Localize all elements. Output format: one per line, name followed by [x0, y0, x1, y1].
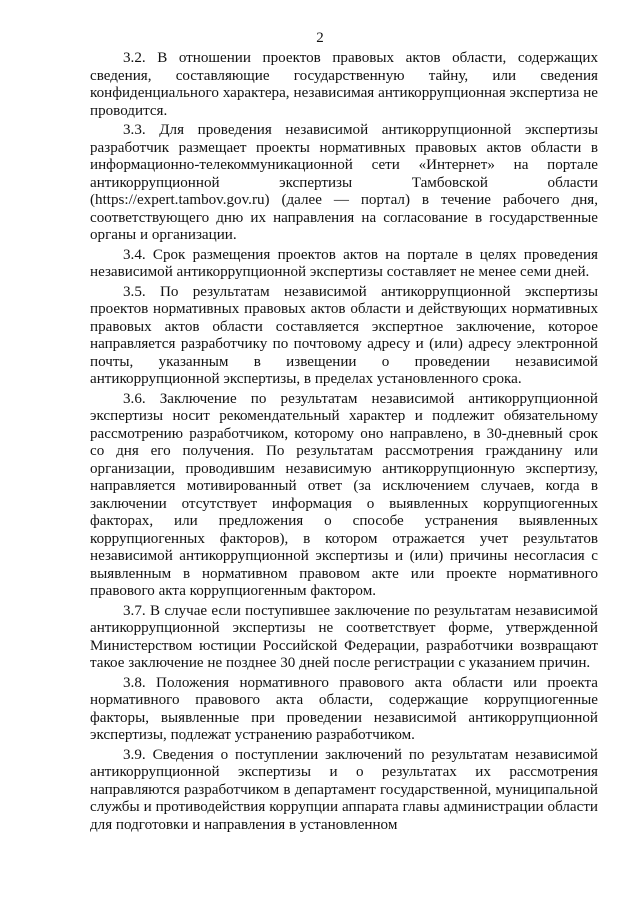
- paragraph-3-8: 3.8. Положения нормативного правового акта области или проекта нормативного правового акта области, содержащие коррупциогенные факторы, выявленные при проведении независимой антикоррупционной экспертизы, подлежат устранению разработчиком.: [90, 674, 598, 743]
- paragraph-3-6: 3.6. Заключение по результатам независимой антикоррупционной экспертизы носит рекомендательный характер и подлежит обязательному рассмотрению разработчиком, которому оно направлено, в 30-дневный срок со дня его получения. По результатам рассмотрения гражданину или организации, проводившим независимую антикоррупционную экспертизу, направляется мотивированный ответ (за исключением случаев, когда в заключении отсутствует информация о выявленных коррупциогенных факторах, или предложения о способе устранения выявленных коррупциогенных факторов), в котором отражается учет результатов независимой антикоррупционной экспертизы и (или) причины несогласия с выявленным в нормативном правовом акте или проекте нормативного правового акта коррупциогенным фактором.: [90, 390, 598, 599]
- paragraph-3-4: 3.4. Срок размещения проектов актов на портале в целях проведения независимой антикоррупционной экспертизы составляет не менее семи дней.: [90, 246, 598, 280]
- document-body: [90, 50, 598, 836]
- paragraph-3-2: 3.2. В отношении проектов правовых актов области, содержащих сведения, составляющие государственную тайну, или сведения конфиденциального характера, независимая антикоррупционная экспертиза не проводится.: [90, 50, 598, 119]
- paragraph-3-7: 3.7. В случае если поступившее заключение по результатам независимой антикоррупционной экспертизы не соответствует форме, утвержденной Министерством юстиции Российской Федерации, разработчики возвращают такое заключение не позднее 30 дней после регистрации с указанием причин.: [90, 602, 598, 671]
- paragraph-3-9: 3.9. Сведения о поступлении заключений по результатам независимой антикоррупционной экспертизы и о результатах их рассмотрения направляются разработчиком в департамент государственной, муниципальной службы и противодействия коррупции аппарата главы администрации области для подготовки и направления в установленном: [90, 746, 598, 833]
- paragraph-3-5: 3.5. По результатам независимой антикоррупционной экспертизы проектов нормативных правовых актов области и действующих нормативных правовых актов области составляется экспертное заключение, которое направляется разработчику по почтовому адресу и (или) адресу электронной почты, указанным в извещении о проведении независимой антикоррупционной экспертизы, в пределах установленного срока.: [90, 283, 598, 387]
- paragraph-3-3: 3.3. Для проведения независимой антикоррупционной экспертизы разработчик размещает проекты нормативных правовых актов области в информационно-телекоммуникационной сети «Интернет» на портале антикоррупционной экспертизы Тамбовской области (https://expert.tambov.gov.ru) (далее — портал) в течение рабочего дня, соответствующего дню их направления на согласование в государственные органы и организации.: [90, 122, 598, 243]
- page-number: 2: [316, 30, 324, 46]
